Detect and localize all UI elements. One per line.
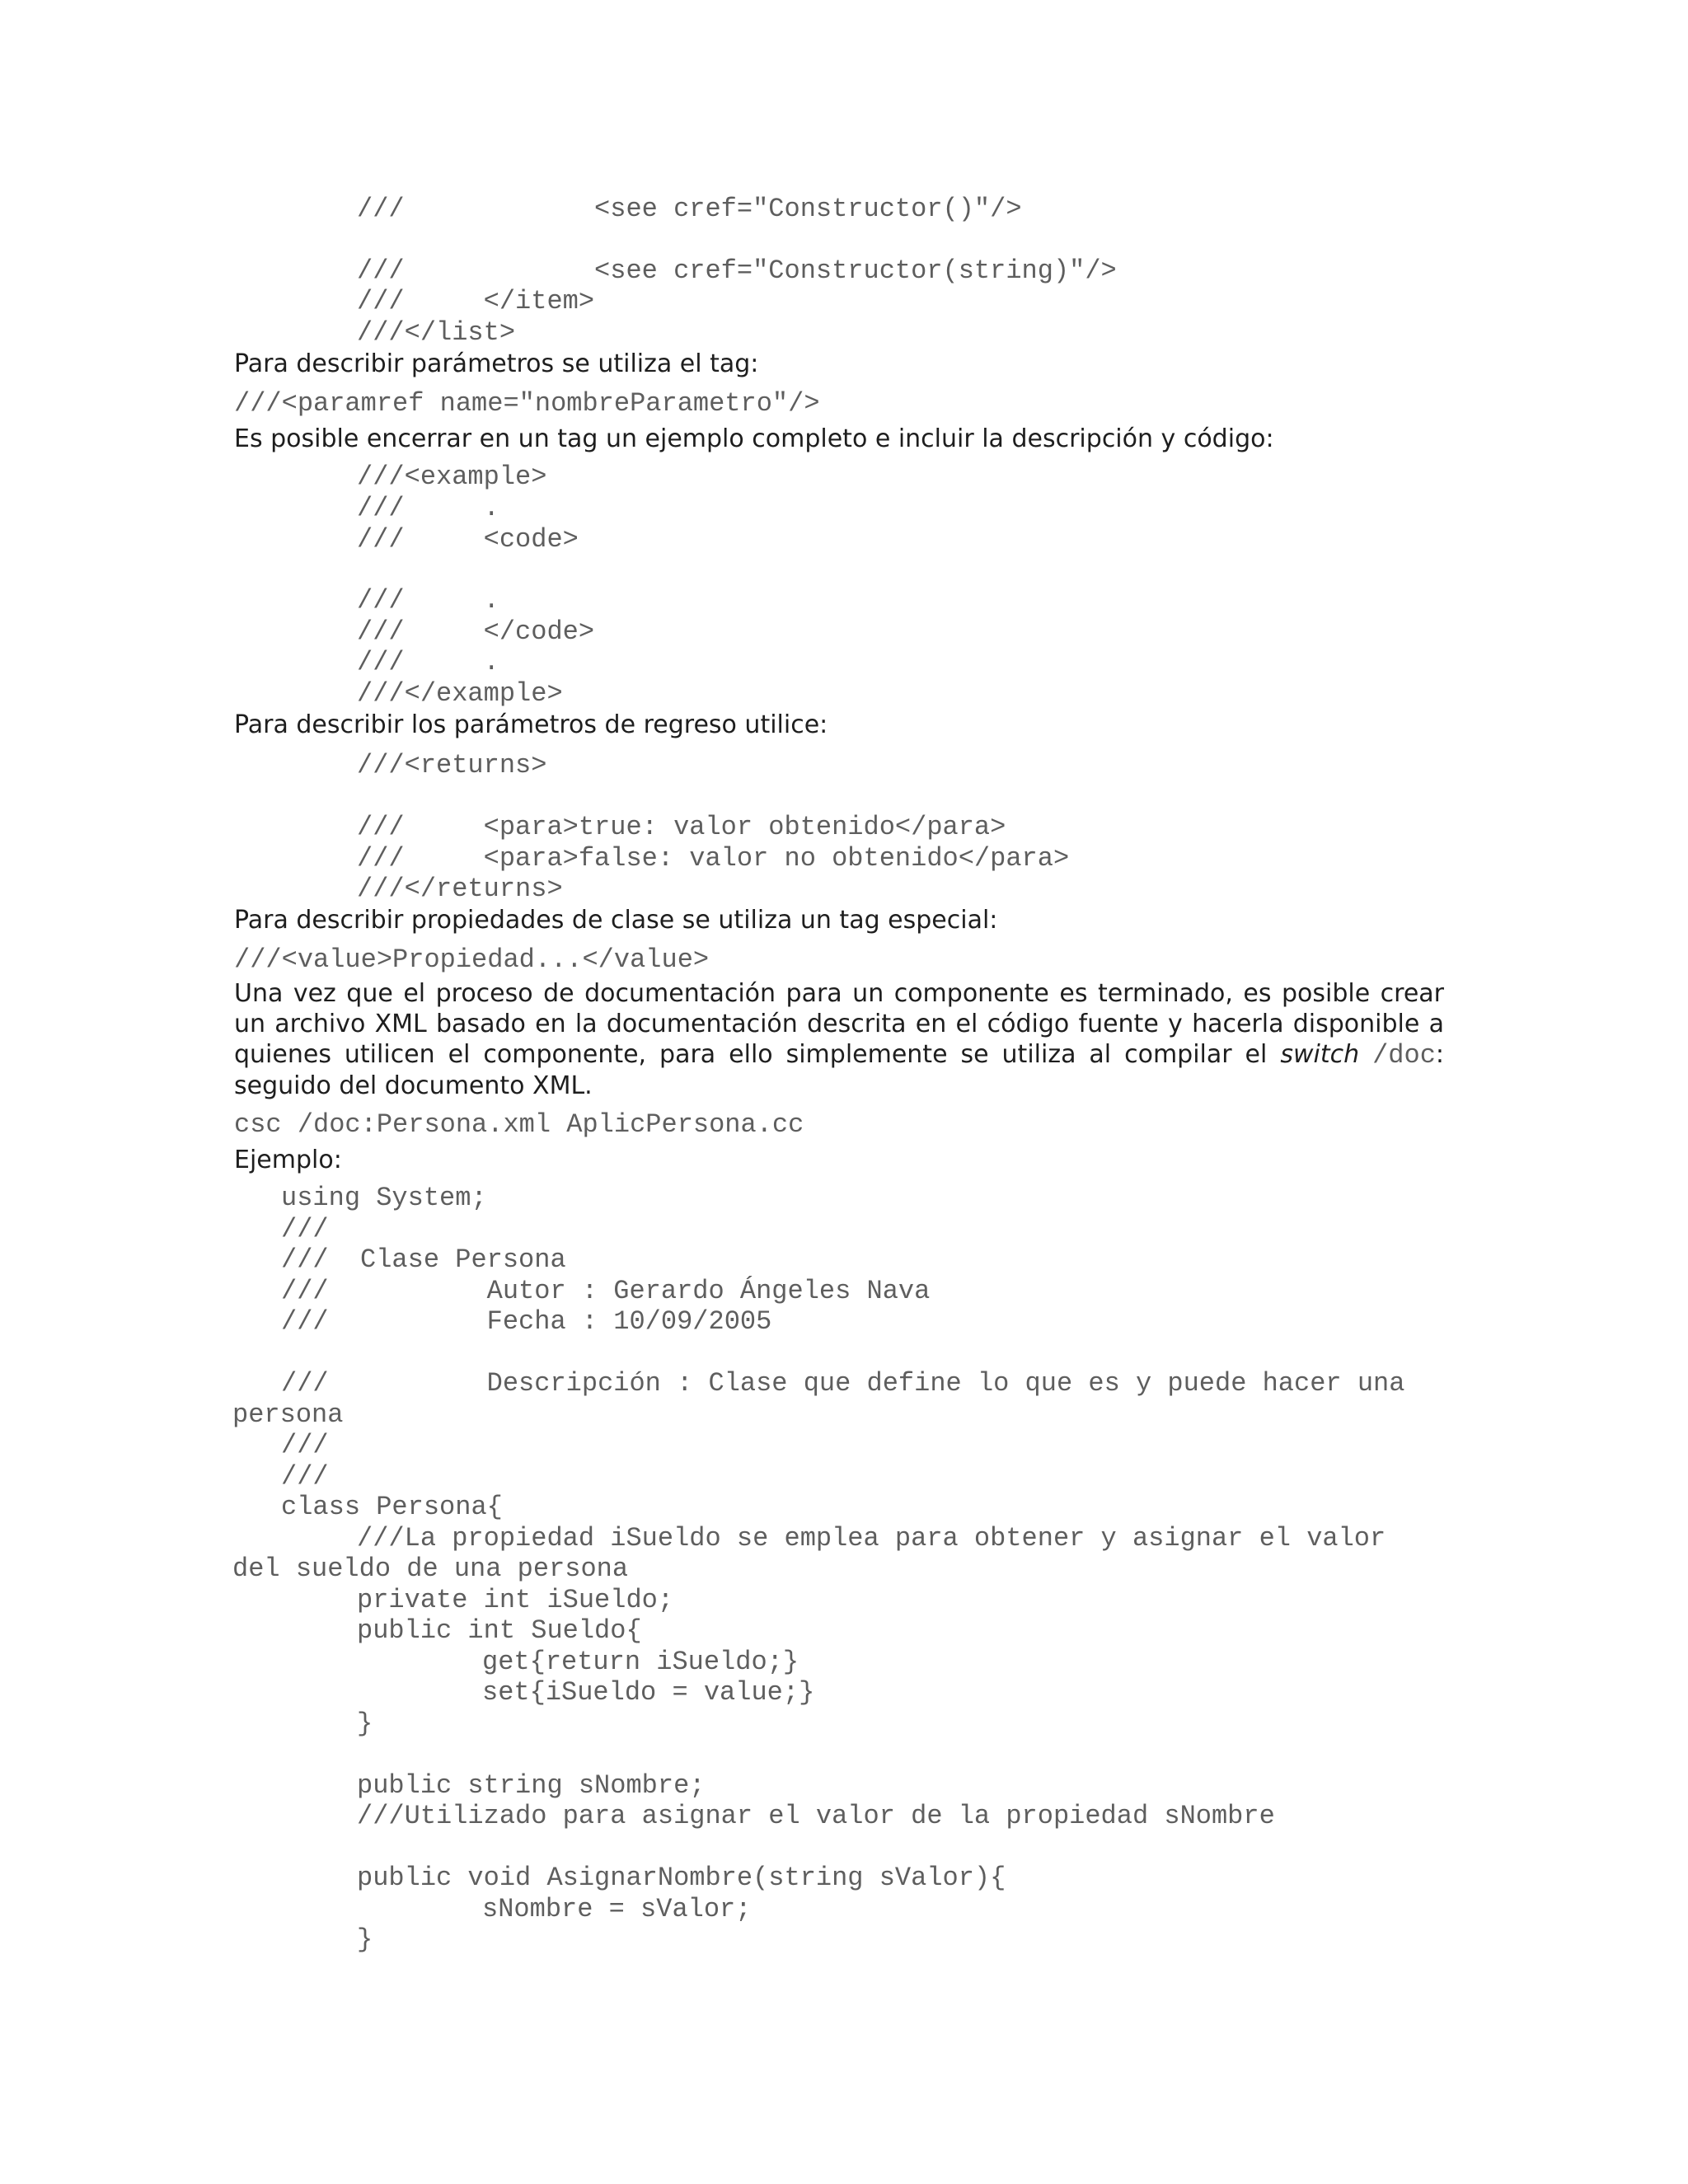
code-line: /// <see cref="Constructor(string)"/> — [357, 255, 1117, 286]
paragraph-text: Una vez que el proceso de documentación para un componente es terminado, es posible crear un archivo XML basado en la documentación descrita en el código fuente y hacerla disponible a quienes utilicen el componente, para ello simplemente se utiliza al compilar el — [234, 979, 1444, 1069]
code-line: /// . — [357, 647, 499, 677]
code-line: del sueldo de una persona — [232, 1554, 629, 1584]
code-line: public string sNombre; — [357, 1770, 706, 1801]
code-line: /// Fecha : 10/09/2005 — [281, 1306, 772, 1337]
code-line: set{iSueldo = value;} — [482, 1677, 815, 1708]
code-line: /// Descripción : Clase que define lo que es y puede hacer una — [281, 1368, 1405, 1399]
code-line: csc /doc:Persona.xml AplicPersona.cc — [234, 1109, 804, 1140]
code-line: /// . — [357, 585, 499, 616]
body-text: Ejemplo: — [234, 1146, 342, 1174]
body-text: Para describir los parámetros de regreso utilice: — [234, 710, 828, 739]
code-line: } — [357, 1708, 373, 1739]
code-line: persona — [232, 1399, 344, 1430]
body-text: Para describir parámetros se utiliza el tag: — [234, 349, 759, 378]
code-line: /// — [281, 1430, 329, 1460]
paragraph-text-end: : seguido del documento XML. — [234, 1040, 1444, 1100]
code-line: /// — [281, 1214, 329, 1244]
paragraph-emphasis: switch — [1280, 1040, 1360, 1069]
body-text: Es posible encerrar en un tag un ejemplo completo e incluir la descripción y código: — [234, 424, 1274, 453]
code-line: ///La propiedad iSueldo se emplea para obtener y asignar el valor — [357, 1523, 1386, 1554]
code-line: /// Clase Persona — [281, 1244, 566, 1275]
body-text: Para describir propiedades de clase se utiliza un tag especial: — [234, 906, 998, 935]
code-line: get{return iSueldo;} — [482, 1647, 799, 1677]
code-line: /// <para>true: valor obtenido</para> — [357, 812, 1006, 842]
code-line: /// <code> — [357, 524, 579, 555]
paragraph-space — [1359, 1040, 1372, 1069]
code-line: sNombre = sValor; — [482, 1894, 752, 1924]
code-line: /// <see cref="Constructor()"/> — [357, 194, 1022, 224]
code-line: /// </item> — [357, 286, 595, 316]
code-line: ///</list> — [357, 317, 516, 348]
code-line: ///</returns> — [357, 874, 563, 904]
code-line: public int Sueldo{ — [357, 1615, 642, 1646]
paragraph-code: /doc — [1372, 1040, 1436, 1071]
code-line: /// — [281, 1461, 329, 1492]
code-line: public void AsignarNombre(string sValor){ — [357, 1863, 1006, 1893]
code-line: ///Utilizado para asignar el valor de la propiedad sNombre — [357, 1801, 1275, 1831]
code-line: using System; — [281, 1183, 487, 1213]
code-line: /// . — [357, 493, 499, 523]
code-line: /// <para>false: valor no obtenido</para> — [357, 843, 1070, 874]
code-line: ///<returns> — [357, 750, 547, 780]
code-line: ///</example> — [357, 678, 563, 709]
code-line: ///<paramref name="nombreParametro"/> — [234, 388, 820, 419]
code-line: } — [357, 1924, 373, 1955]
code-line: /// </code> — [357, 616, 595, 647]
code-line: ///<example> — [357, 462, 547, 492]
code-line: class Persona{ — [281, 1492, 503, 1522]
code-line: /// Autor : Gerardo Ángeles Nava — [281, 1276, 931, 1306]
code-line: private int iSueldo; — [357, 1585, 674, 1615]
code-line: ///<value>Propiedad...</value> — [234, 944, 710, 975]
body-paragraph — [234, 978, 1444, 1101]
